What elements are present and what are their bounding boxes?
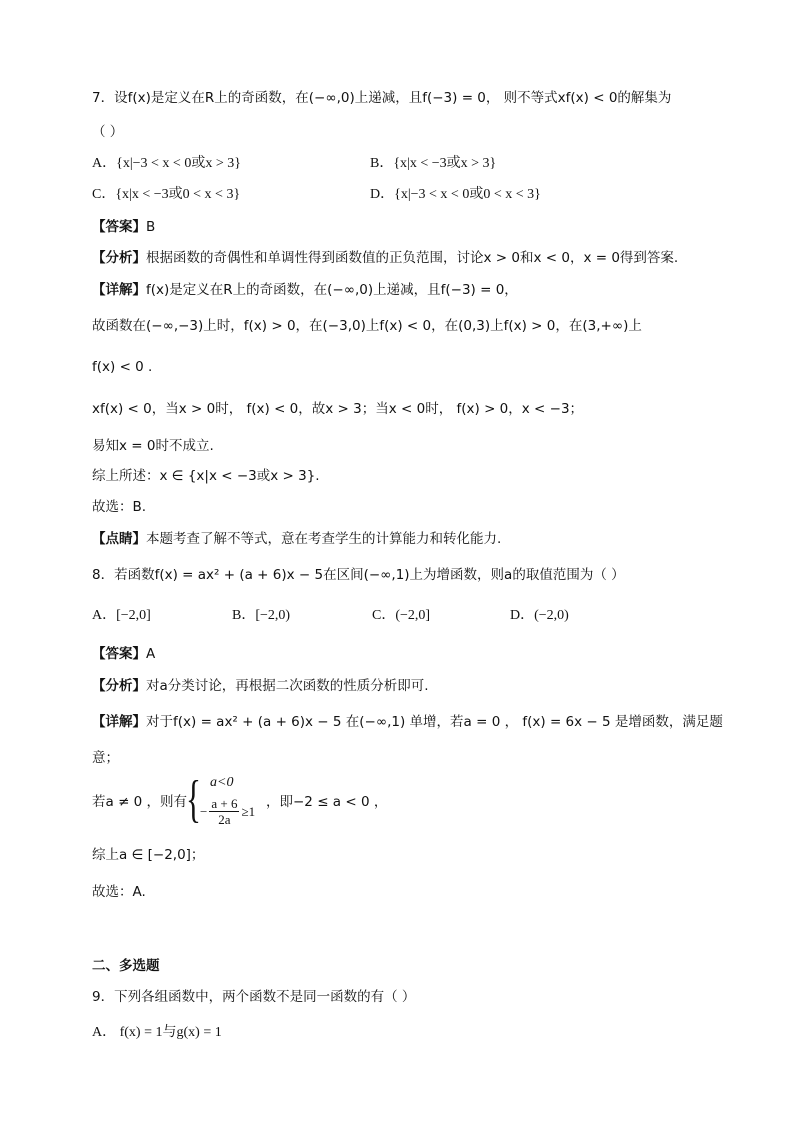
q8-case-suffix: ，即−2 ≤ a < 0 ， <box>266 794 388 810</box>
q7-option-d: D．{x|−3 < x < 0或0 < x < 3} <box>370 187 541 202</box>
relation: ≥1 <box>241 803 256 819</box>
q7-detail-line-7: 故选：B. <box>92 499 147 515</box>
analysis-text: 根据函数的奇偶性和单调性得到函数值的正负范围，讨论x > 0和x < 0，x = 0得到答案. <box>146 250 679 266</box>
analysis-tag: 【分析】 <box>92 678 146 694</box>
q7-detail-line-2: 故函数在(−∞,−3)上时，f(x) > 0，在(−3,0)上f(x) < 0，在(0,3)上f(x) > 0，在(3,+∞)上 <box>92 318 642 334</box>
q8-answer <box>92 644 155 664</box>
left-brace: { <box>186 771 201 828</box>
analysis-text: 对a分类讨论，再根据二次函数的性质分析即可. <box>146 678 429 694</box>
q8-choose: 故选：A. <box>92 884 146 900</box>
q7-comment <box>92 529 501 549</box>
q7-paren: （ ） <box>92 124 124 140</box>
comment-text: 本题考查了解不等式，意在考查学生的计算能力和转化能力. <box>146 531 502 547</box>
q7-detail-line-4: xf(x) < 0，当x > 0时， f(x) < 0，故x > 3；当x < 0时， f(x) > 0，x < −3； <box>92 401 584 417</box>
system-row-2 <box>200 796 255 827</box>
detail-tag: 【详解】 <box>92 282 146 298</box>
q9-option-a: A． f(x) = 1与g(x) = 1 <box>92 1025 222 1040</box>
q8-detail-line-1 <box>92 712 723 732</box>
q7-stem: 7．设f(x)是定义在R上的奇函数，在(−∞,0)上递减，且f(−3) = 0， 则不等式xf(x) < 0的解集为 <box>92 90 672 106</box>
q8-option-c: C．(−2,0] <box>372 608 431 623</box>
section-title: 二、多选题 <box>92 958 160 974</box>
q8-stem: 8．若函数f(x) = ax² + (a + 6)x − 5在区间(−∞,1)上为增函数，则a的取值范围为（ ） <box>92 567 625 583</box>
q7-detail-line-6: 综上所述：x ∈ {x|x < −3或x > 3}. <box>92 468 320 484</box>
q7-detail-line-1 <box>92 280 518 300</box>
system-row-1: a<0 <box>210 775 234 790</box>
fraction-denominator: 2a <box>218 812 231 827</box>
q7-option-a: A．{x|−3 < x < 0或x > 3} <box>92 156 241 171</box>
neg-sign: − <box>200 803 208 819</box>
answer-value: B <box>146 219 156 235</box>
q7-answer <box>92 217 155 237</box>
q8-analysis <box>92 676 429 696</box>
q7-detail-line-3: f(x) < 0 . <box>92 359 153 375</box>
detail-text: 对于f(x) = ax² + (a + 6)x − 5 在(−∞,1) 单增，若a = 0 ， f(x) = 6x − 5 是增函数，满足题 <box>146 714 723 730</box>
comment-tag: 【点睛】 <box>92 531 146 547</box>
fraction-numerator: a + 6 <box>211 796 238 811</box>
detail-text: f(x)是定义在R上的奇函数，在(−∞,0)上递减，且f(−3) = 0， <box>146 282 518 298</box>
q7-option-c: C．{x|x < −3或0 < x < 3} <box>92 187 241 202</box>
answer-tag: 【答案】 <box>92 646 146 662</box>
answer-tag: 【答案】 <box>92 219 146 235</box>
answer-value: A <box>146 646 156 662</box>
q7-detail-line-5: 易知x = 0时不成立. <box>92 438 214 454</box>
q8-option-b: B．[−2,0) <box>232 608 291 623</box>
q8-summary: 综上a ∈ [−2,0]； <box>92 847 205 863</box>
analysis-tag: 【分析】 <box>92 250 146 266</box>
q7-option-b: B．{x|x < −3或x > 3} <box>370 156 497 171</box>
q9-stem: 9．下列各组函数中，两个函数不是同一函数的有（ ） <box>92 989 416 1005</box>
fraction <box>209 796 239 827</box>
q8-detail-line-2: 意； <box>92 750 119 766</box>
q7-analysis <box>92 248 678 268</box>
detail-tag: 【详解】 <box>92 714 146 730</box>
q8-inequality-system <box>186 772 276 832</box>
q8-case-prefix: 若a ≠ 0 ，则有 <box>92 794 188 810</box>
q8-option-a: A．[−2,0] <box>92 608 151 623</box>
q8-option-d: D．(−2,0) <box>510 608 569 623</box>
